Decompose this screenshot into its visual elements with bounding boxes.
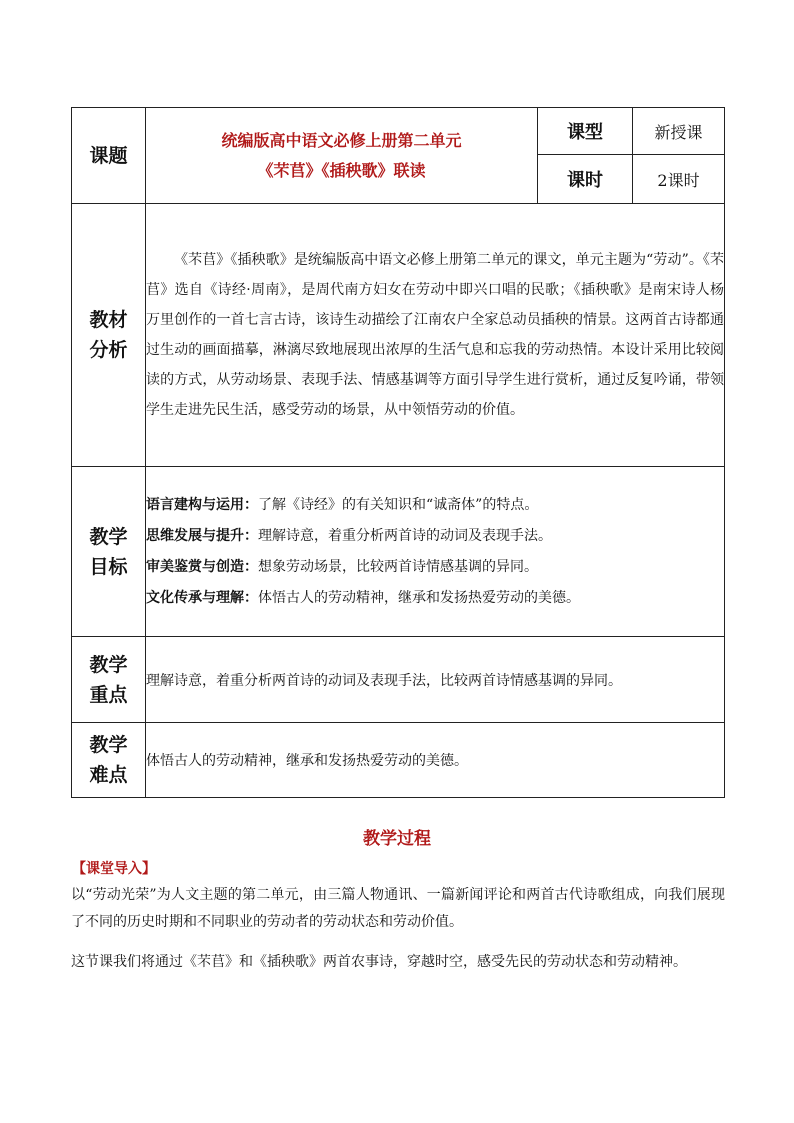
goal-item: 语言建构与运用：了解《诗经》的有关知识和“诚斋体”的特点。 bbox=[146, 496, 539, 513]
lesson-type-label: 课型 bbox=[538, 108, 633, 155]
focus-label: 教学 重点 bbox=[72, 637, 146, 723]
process-title: 教学过程 bbox=[363, 829, 431, 849]
goal-item: 审美鉴赏与创造：想象劳动场景，比较两首诗情感基调的异同。 bbox=[146, 558, 538, 575]
goal-item: 文化传承与理解：体悟古人的劳动精神，继承和发扬热爱劳动的美德。 bbox=[146, 589, 580, 606]
lesson-plan-table bbox=[71, 107, 725, 798]
goals-list bbox=[146, 467, 725, 637]
goal-item: 思维发展与提升：理解诗意，着重分析两首诗的动词及表现手法。 bbox=[146, 527, 552, 544]
lesson-title-line1: 统编版高中语文必修上册第二单元 bbox=[221, 130, 462, 150]
difficulty-text: 体悟古人的劳动精神，继承和发扬热爱劳动的美德。 bbox=[146, 723, 725, 798]
analysis-label: 教材 分析 bbox=[72, 204, 146, 467]
intro-paragraph-1: 以“劳动光荣”为人文主题的第二单元，由三篇人物通讯、一篇新闻评论和两首古代诗歌组成，向我们展现了不同的历史时期和不同职业的劳动者的劳动状态和劳动价值。 bbox=[71, 887, 725, 930]
topic-label: 课题 bbox=[72, 108, 146, 204]
analysis-text: 《芣苢》《插秧歌》是统编版高中语文必修上册第二单元的课文，单元主题为“劳动”。《芣苢》选自《诗经·周南》，是周代南方妇女在劳动中即兴口唱的民歌；《插秧歌》是南宋诗人杨万里创作的一首七言古诗，该诗生动描绘了江南农户全家总动员插秧的情景。这两首古诗都通过生动的画面描摹，淋漓尽致地展现出浓厚的生活气息和忘我的劳动热情。本设计采用比较阅读的方式，从劳动场景、表现手法、情感基调等方面引导学生进行赏析，通过反复吟诵，带领学生走进先民生活，感受劳动的场景，从中领悟劳动的价值。 bbox=[146, 204, 725, 467]
intro-paragraph-2: 这节课我们将通过《芣苢》和《插秧歌》两首农事诗，穿越时空，感受先民的劳动状态和劳动精神。 bbox=[71, 954, 687, 970]
difficulty-label: 教学 难点 bbox=[72, 723, 146, 798]
section-label-intro: 【课堂导入】 bbox=[72, 861, 156, 877]
goals-label: 教学 目标 bbox=[72, 467, 146, 637]
lesson-title bbox=[146, 108, 538, 204]
lesson-title-line2: 《芣苢》《插秧歌》联读 bbox=[257, 160, 426, 180]
focus-text: 理解诗意，着重分析两首诗的动词及表现手法，比较两首诗情感基调的异同。 bbox=[146, 637, 725, 723]
lesson-hours-label: 课时 bbox=[538, 155, 633, 204]
lesson-hours-value: 2课时 bbox=[633, 155, 725, 204]
lesson-type-value: 新授课 bbox=[633, 108, 725, 155]
